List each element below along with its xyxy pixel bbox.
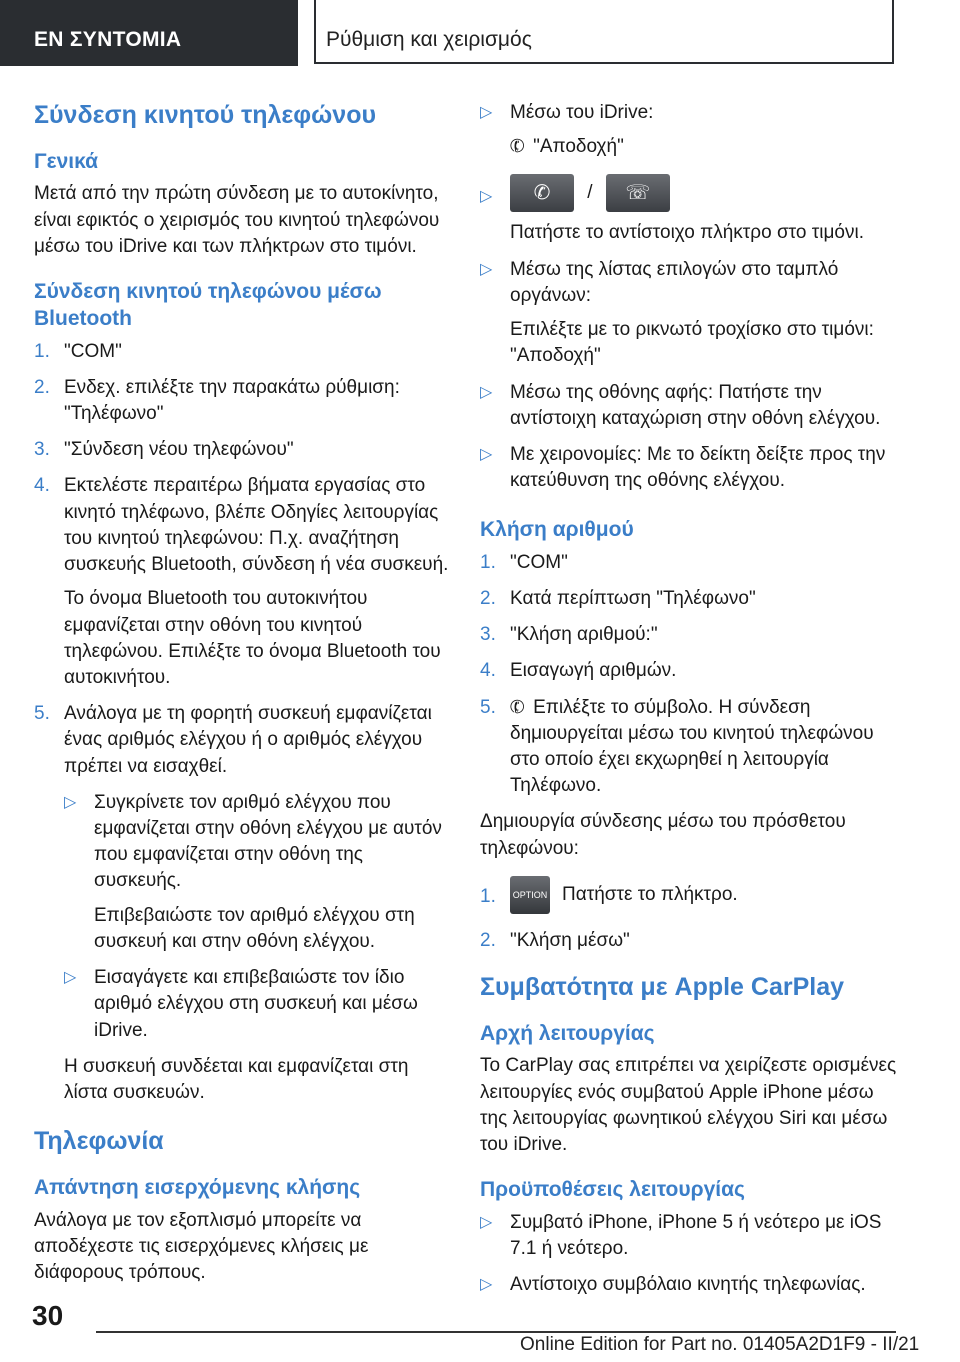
extra-phone-steps xyxy=(480,876,900,954)
triangle-icon: ▷ xyxy=(480,383,493,401)
list-item: 3. "Σύνδεση νέου τηλεφώνου" xyxy=(34,439,294,461)
triangle-icon: ▷ xyxy=(480,1276,493,1294)
answer-paragraph: Ανάλογα με τον εξοπλισμό μπορείτε να αποδέχεστε τις εισερχόμενες κλήσεις με διάφορους τρόπους. xyxy=(34,1209,369,1283)
list-item: 5. ✆ Επιλέξτε το σύμβολο. Η σύνδεση δημιουργείται μέσω του κινητού τηλεφώνου στο οποίο έχει εκχωρηθεί η λειτουργία Τηλέφωνο. xyxy=(480,694,874,797)
list-item: 5. Ανάλογα με τη φορητή συσκευή εμφανίζεται ένας αριθμός ελέγχου ή ο αριθμός ελέγχου πρέπει να εισαχθεί. ▷ Συγκρίνετε τον αριθμό ελέγχου που εμφανίζεται στην οθόνη ελέγχου με αυτόν που εμφανίζεται στην οθόνη της συσκευής. Επιβεβαιώστε τον αριθμό ελέγχου στη συσκευή και στην οθόνη ελέγχου. ▷ Εισαγάγετε και επιβεβαιώστε τον ίδιο αριθμό ελέγχου στη συσκευή και μέσω iDrive. Η συσκευή συνδέεται και εμφανίζεται στη λίστα συσκευών. xyxy=(34,701,454,1106)
list-item: 4. Εκτελέστε περαιτέρω βήματα εργασίας στο κινητό τηλέφωνο, βλέπε Οδηγίες λειτουργίας του κινητού τηλεφώνου: Π.χ. αναζήτηση συσκευής Bluetooth, σύνδεση ή νέα συσκευή. Το όνομα Bluetooth του αυτοκινήτου εμφανίζεται στην οθόνη του κινητού τηλεφώνου. Επιλέξτε το όνομα Bluetooth του αυτοκινήτου. xyxy=(34,473,454,691)
triangle-icon: ▷ xyxy=(480,445,493,463)
triangle-icon: ▷ xyxy=(480,1213,493,1231)
accept-call-button-icon: ✆ xyxy=(510,174,574,212)
bullet-item: ▷ Μέσω του iDrive: ✆ "Αποδοχή" xyxy=(480,100,900,160)
left-column xyxy=(34,100,454,1304)
heading-principle: Αρχή λειτουργίας xyxy=(480,1022,655,1046)
list-item: 1. "COM" xyxy=(480,551,568,573)
triangle-icon: ▷ xyxy=(480,188,493,206)
principle-paragraph: Το CarPlay σας επιτρέπει να χειρίζεστε ορισμένες λειτουργίες ενός συμβατού Apple iPhone μέσω της λειτουργίας φωνητικού ελέγχου Siri και μέσω του iDrive. xyxy=(480,1055,897,1156)
option-button-icon: OPTION xyxy=(510,876,550,914)
step-note: Το όνομα Bluetooth του αυτοκινήτου εμφανίζεται στην οθόνη του κινητού τηλεφώνου. Επιλέξτε το όνομα Bluetooth του αυτοκινήτου. xyxy=(64,588,441,688)
bullet-item: ▷ Συγκρίνετε τον αριθμό ελέγχου που εμφανίζεται στην οθόνη ελέγχου με αυτόν που εμφανίζεται στην οθόνη της συσκευής. Επιβεβαιώστε τον αριθμό ελέγχου στη συσκευή και στην οθόνη ελέγχου. xyxy=(64,791,442,952)
triangle-icon: ▷ xyxy=(480,104,493,121)
bluetooth-steps xyxy=(34,339,454,1107)
list-item: 2. Κατά περίπτωση "Τηλέφωνο" xyxy=(480,587,756,609)
end-call-button-icon: ☏ xyxy=(606,174,670,212)
list-item: 4. Εισαγωγή αριθμών. xyxy=(480,660,677,682)
list-item: 1. "COM" xyxy=(34,340,122,362)
extra-phone-paragraph: Δημιουργία σύνδεσης μέσω του πρόσθετου τηλεφώνου: xyxy=(480,811,846,859)
bullet-item: ▷ Μέσω της λίστας επιλογών στο ταμπλό οργάνων: Επιλέξτε με το ρικνωτό τροχίσκο στο τιμόνι: "Αποδοχή" xyxy=(480,258,874,367)
list-item: 1. OPTION Πατήστε το πλήκτρο. xyxy=(480,876,900,914)
heading-dial-number: Κλήση αριθμού xyxy=(480,518,634,542)
bullet-item: ▷ Με χειρονομίες: Με το δείκτη δείξτε προς την κατεύθυνση της οθόνης ελέγχου. xyxy=(480,443,886,492)
bullet-item: ▷ Μέσω της οθόνης αφής: Πατήστε την αντίστοιχη καταχώριση στην οθόνη ελέγχου. xyxy=(480,381,881,429)
heading-phone-connection: Σύνδεση κινητού τηλεφώνου xyxy=(34,101,377,129)
general-paragraph: Μετά από την πρώτη σύνδεση με το αυτοκίνητο, είναι εφικτός ο χειρισμός του κινητού τηλεφώνου μέσω του iDrive και των πλήκτρων στο τιμόνι. xyxy=(34,183,440,257)
heading-bluetooth: Σύνδεση κινητού τηλεφώνου μέσω Bluetooth xyxy=(34,279,382,331)
heading-telephony: Τηλεφωνία xyxy=(34,1127,164,1156)
bullet-item: ▷ ✆ / ☏ Πατήστε το αντίστοιχο πλήκτρο στο τιμόνι. xyxy=(480,174,900,246)
phone-icon: ✆ xyxy=(506,134,528,159)
list-item: 2. "Κλήση μέσω" xyxy=(480,929,630,951)
page-number: 30 xyxy=(32,1300,64,1331)
right-column xyxy=(480,100,900,1308)
dial-steps xyxy=(480,550,900,800)
heading-carplay: Συμβατότητα με Apple CarPlay xyxy=(480,973,845,1002)
list-item: 3. "Κλήση αριθμού:" xyxy=(480,624,658,646)
edition-text: Online Edition for Part no. 01405A2D1F9 - II/21 xyxy=(520,1334,920,1355)
bullet-item: ▷ Συμβατό iPhone, iPhone 5 ή νεότερο με iOS 7.1 ή νεότερο. xyxy=(480,1211,882,1259)
heading-prerequisites: Προϋποθέσεις λειτουργίας xyxy=(480,1178,745,1202)
triangle-icon: ▷ xyxy=(480,260,493,278)
heading-general: Γενικά xyxy=(34,150,99,173)
section-tab: ΕΝ ΣΥΝΤΟΜΙΑ xyxy=(0,0,298,66)
bullet-item: ▷ Εισαγάγετε και επιβεβαιώστε τον ίδιο αριθμό ελέγχου στη συσκευή και μέσω iDrive. xyxy=(64,967,418,1041)
footer-divider xyxy=(96,1331,896,1333)
bullet-item: ▷ Αντίστοιχο συμβόλαιο κινητής τηλεφωνίας. xyxy=(480,1274,866,1296)
heading-answer-call: Απάντηση εισερχόμενης κλήσης xyxy=(34,1176,361,1200)
step-note: Η συσκευή συνδέεται και εμφανίζεται στη λίστα συσκευών. xyxy=(64,1055,409,1104)
phone-icon: ✆ xyxy=(506,694,528,719)
list-item: 2. Ενδεχ. επιλέξτε την παρακάτω ρύθμιση: "Τηλέφωνο" xyxy=(34,376,400,424)
subsection-title: Ρύθμιση και χειρισμός xyxy=(326,28,532,51)
triangle-icon: ▷ xyxy=(64,969,77,987)
triangle-icon: ▷ xyxy=(64,793,77,811)
page-header xyxy=(0,0,960,66)
